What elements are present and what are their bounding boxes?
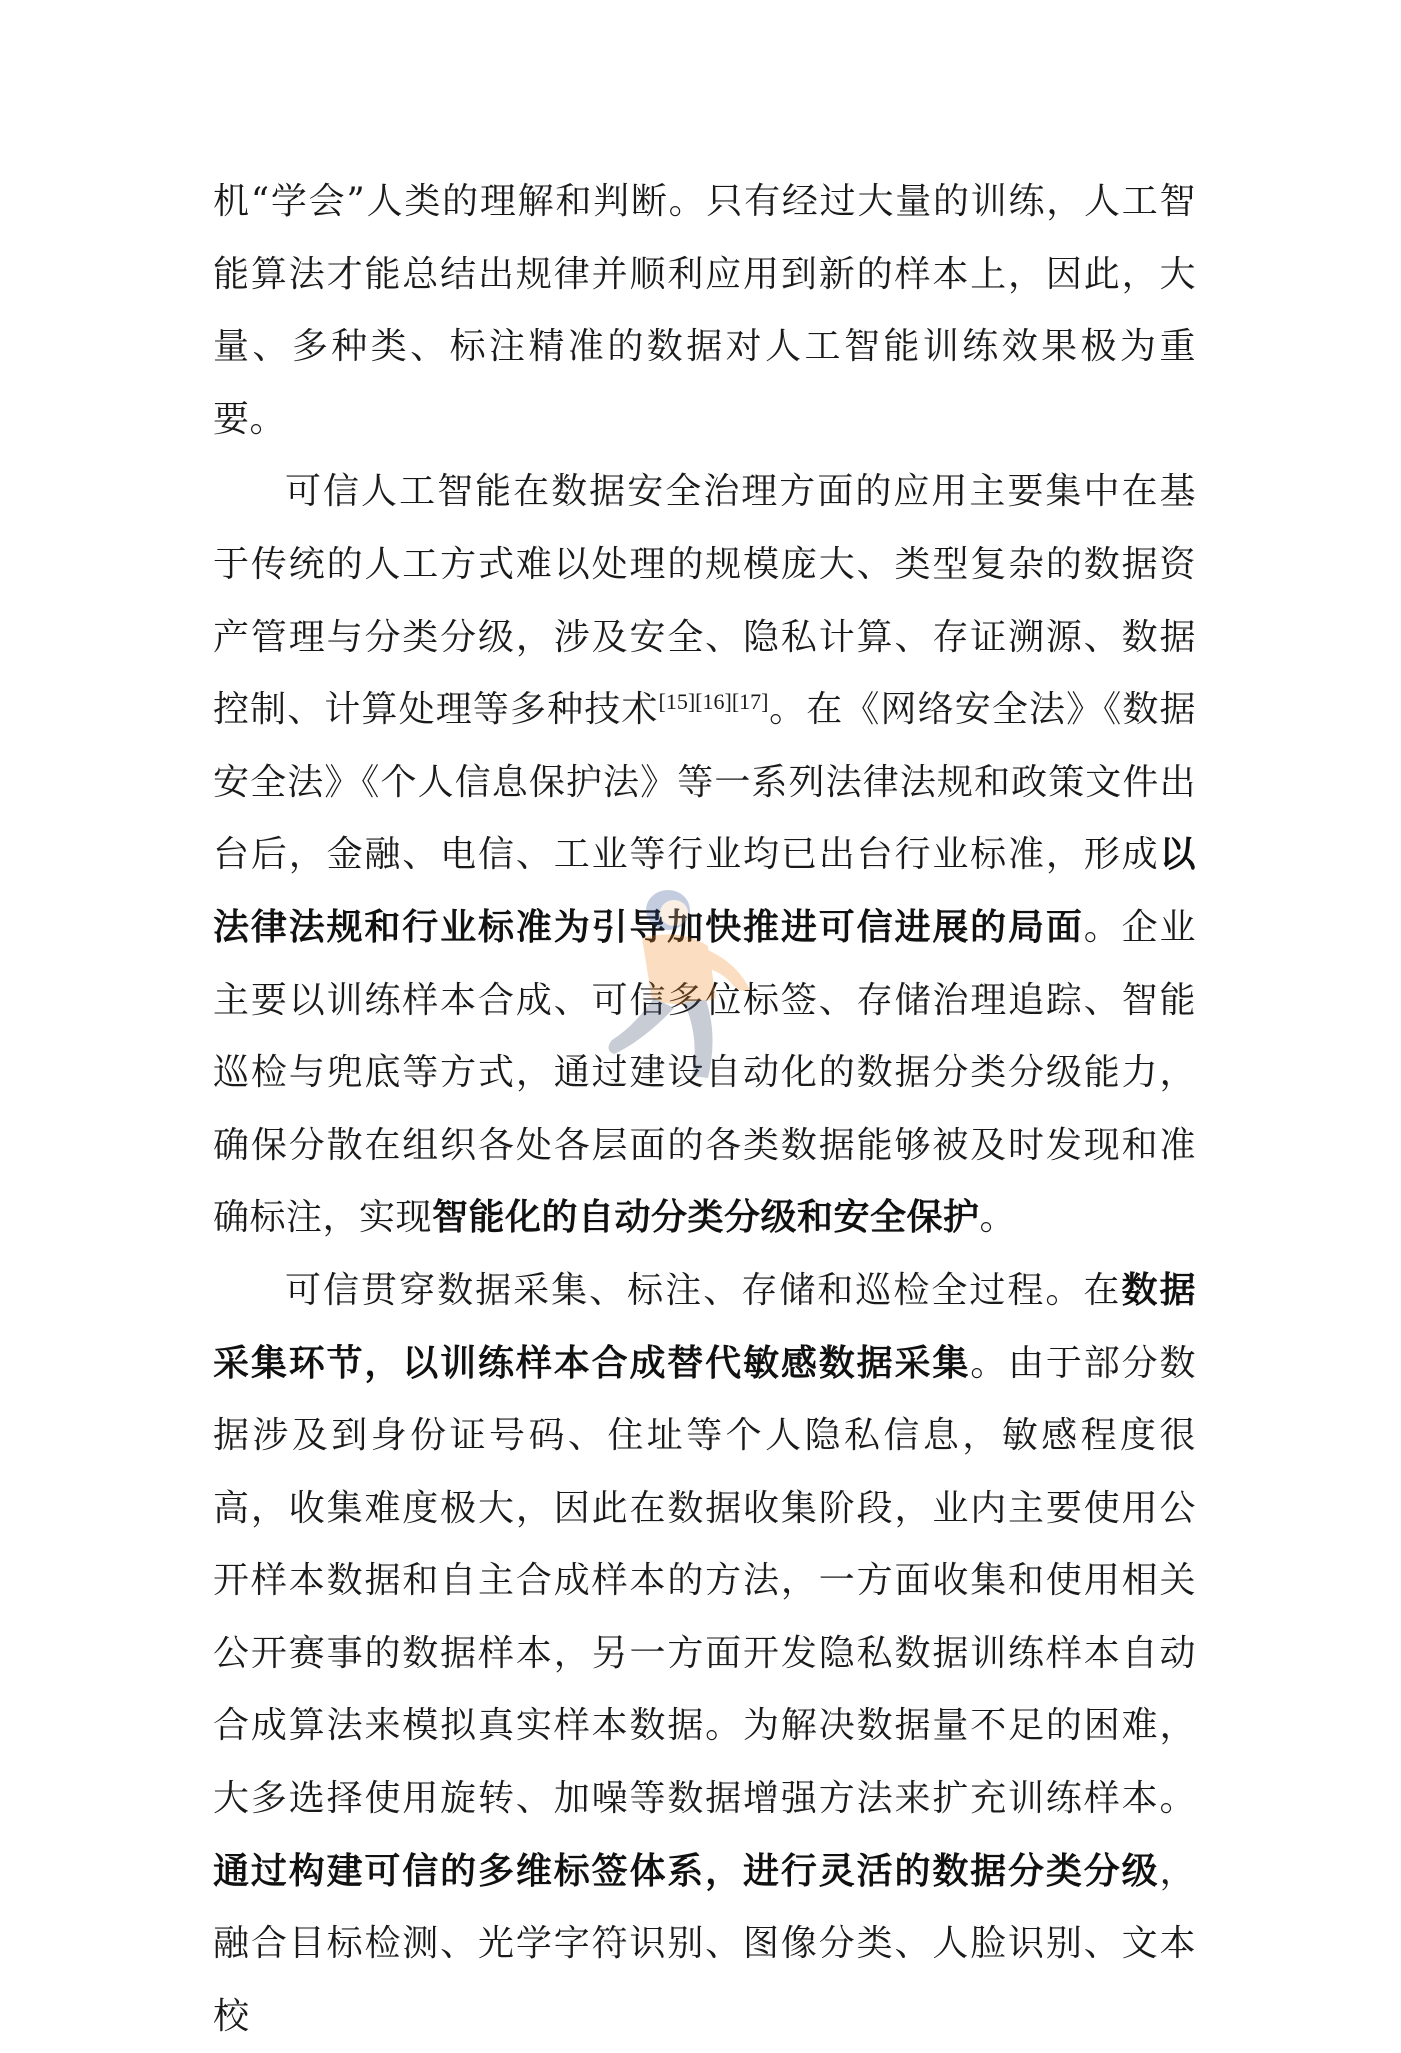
- paragraph-2-text-d: 。: [979, 1197, 1017, 1239]
- paragraph-3-text-a: 可信贯穿数据采集、标注、存储和巡检全过程。在: [285, 1269, 1122, 1311]
- paragraph-2-text-c: 。企业主要以训练样本合成、可信多位标签、存储治理追踪、智能巡检与兜底等方式，通过建设自动化的数据分类分级能力，确保分散在组织各处各层面的各类数据能够被及时发现和准确标注，实现: [213, 906, 1196, 1239]
- emphasis-legal-guidance: 以法律法规和行业标准为引导加快推进可信进展的局面: [213, 834, 1196, 948]
- citation-reference: [15][16][17]: [658, 689, 769, 715]
- paragraph-3: [213, 1255, 1196, 2053]
- paragraph-1: [213, 166, 1196, 456]
- paragraph-2: [213, 456, 1196, 1255]
- paragraph-3-text-b: 。由于部分数据涉及到身份证号码、住址等个人隐私信息，敏感程度很高，收集难度极大，因此在数据收集阶段，业内主要使用公开样本数据和自主合成样本的方法，一方面收集和使用相关公开赛事的数据样本，另一方面开发隐私数据训练样本自动合成算法来模拟真实样本数据。为解决数据量不足的困难，大多选择使用旋转、加噪等数据增强方法来扩充训练样本。: [213, 1342, 1196, 1820]
- paragraph-3-text-c: ，融合目标检测、光学字符识别、图像分类、人脸识别、文本校: [213, 1850, 1196, 2037]
- document-body: [213, 166, 1196, 2053]
- emphasis-multidim-labels: 通过构建可信的多维标签体系，进行灵活的数据分类分级: [213, 1850, 1160, 1892]
- paragraph-2-text-b: 。在《网络安全法》《数据安全法》《个人信息保护法》等一系列法律法规和政策文件出台后，金融、电信、工业等行业均已出台行业标准，形成: [213, 689, 1196, 876]
- emphasis-data-collection: 数据采集环节，以训练样本合成替代敏感数据采集: [213, 1269, 1196, 1384]
- paragraph-1-text: 机“学会”人类的理解和判断。只有经过大量的训练，人工智能算法才能总结出规律并顺利应用到新的样本上，因此，大量、多种类、标注精准的数据对人工智能训练效果极为重要。: [213, 181, 1196, 440]
- paragraph-2-text-a: 可信人工智能在数据安全治理方面的应用主要集中在基于传统的人工方式难以处理的规模庞大、类型复杂的数据资产管理与分类分级，涉及安全、隐私计算、存证溯源、数据控制、计算处理等多种技术: [213, 471, 1196, 731]
- emphasis-auto-classification: 智能化的自动分类分级和安全保护: [432, 1197, 980, 1239]
